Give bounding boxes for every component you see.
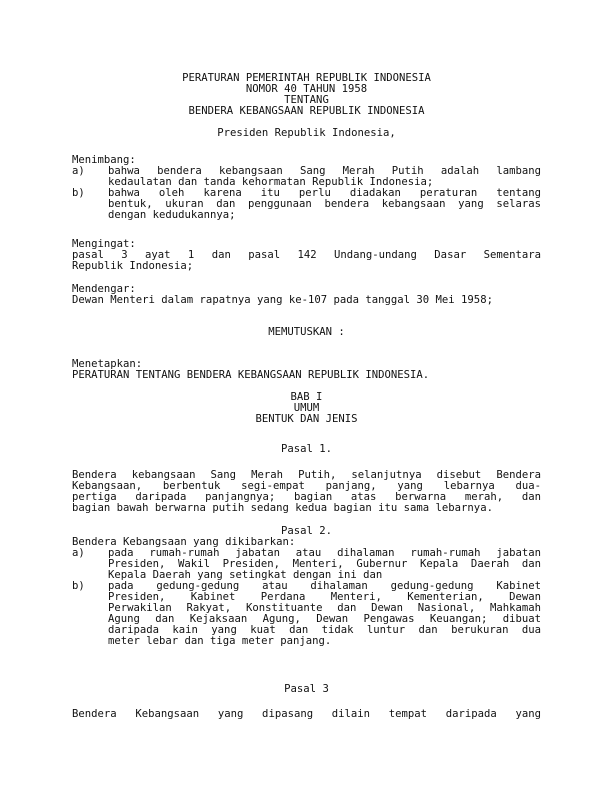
- mendengar-section: [72, 284, 541, 306]
- president-text: Presiden Republik Indonesia,: [217, 127, 396, 139]
- text-line: Kebangsaan, berbentuk segi-empat panjang, yang lebarnya dua-: [72, 480, 541, 492]
- text-line: Dewan Menteri dalam rapatnya yang ke-107 pada tanggal 30 Mei 1958;: [72, 294, 493, 306]
- pasal-3-body: [72, 709, 541, 720]
- pasal-3-title: [72, 684, 541, 695]
- mendengar-heading: Mendengar:: [72, 283, 136, 295]
- menimbang-heading: Menimbang:: [72, 154, 136, 166]
- text-line: pertiga daripada panjangnya; bagian atas berwarna merah, dan: [72, 491, 541, 503]
- text-line: Republik Indonesia;: [72, 260, 194, 272]
- text-line: Presiden, Kabinet Perdana Menteri, Kementerian, Dewan: [108, 591, 541, 603]
- text-line: bahwa bendera kebangsaan Sang Merah Putih adalah lambang: [108, 165, 541, 177]
- pasal-2-item-a: [72, 548, 541, 581]
- memutuskan-heading: [72, 327, 541, 338]
- president-line: [72, 128, 541, 139]
- chapter-title: UMUM: [293, 402, 320, 414]
- menetapkan-heading: Menetapkan:: [72, 358, 143, 370]
- text-line: bahwa oleh karena itu perlu diadakan peraturan tentang: [108, 187, 541, 199]
- chapter-number: BAB I: [290, 391, 323, 403]
- pasal-1-title: [72, 444, 541, 455]
- text-line: bentuk, ukuran dan penggunaan bendera kebangsaan yang selaras: [108, 198, 541, 210]
- pasal-title-text: Pasal 2.: [280, 525, 333, 537]
- menimbang-item-a: [72, 166, 541, 188]
- mengingat-heading: Mengingat:: [72, 238, 136, 250]
- document-title-block: [72, 73, 541, 117]
- pasal-1-body: [72, 470, 541, 514]
- menimbang-item-b: [72, 188, 541, 221]
- text-line: Kepala Daerah yang setingkat dengan ini dan: [108, 569, 383, 581]
- title-line-1: PERATURAN PEMERINTAH REPUBLIK INDONESIA: [182, 72, 431, 84]
- text-line: Perwakilan Rakyat, Konstituante dan Dewan Nasional, Mahkamah: [108, 602, 541, 614]
- text-line: pasal 3 ayat 1 dan pasal 142 Undang-undang Dasar Sementara: [72, 249, 541, 261]
- title-line-2: NOMOR 40 TAHUN 1958: [245, 83, 368, 95]
- pasal-2-body: [72, 537, 541, 647]
- item-label: a): [72, 165, 85, 177]
- text-line: Bendera kebangsaan Sang Merah Putih, selanjutnya disebut Bendera: [72, 469, 541, 481]
- pasal-title-text: Pasal 1.: [280, 443, 333, 455]
- text-line: Agung dan Kejaksaan Agung, Dewan Pengawas Keuangan; dibuat: [108, 613, 541, 625]
- pasal-2-intro: Bendera Kebangsaan yang dikibarkan:: [72, 536, 296, 548]
- text-line: bagian bawah berwarna putih sedang kedua bagian itu sama lebarnya.: [72, 502, 493, 514]
- menimbang-section: [72, 155, 541, 221]
- item-label: b): [72, 580, 85, 592]
- pasal-title-text: Pasal 3: [284, 683, 329, 695]
- text-line: dengan kedudukannya;: [108, 209, 236, 221]
- text-line: pada rumah-rumah jabatan atau dihalaman rumah-rumah jabatan: [108, 547, 541, 559]
- item-label: b): [72, 187, 85, 199]
- item-label: a): [72, 547, 85, 559]
- text-line: meter lebar dan tiga meter panjang.: [108, 635, 332, 647]
- mengingat-section: [72, 239, 541, 272]
- text-line: kedaulatan dan tanda kehormatan Republik Indonesia;: [108, 176, 434, 188]
- text-line: pada gedung-gedung atau dihalaman gedung-gedung Kabinet: [108, 580, 541, 592]
- memutuskan-text: MEMUTUSKAN :: [268, 326, 345, 338]
- chapter-heading: [72, 392, 541, 425]
- text-line: Presiden, Wakil Presiden, Menteri, Gubernur Kepala Daerah dan: [108, 558, 541, 570]
- text-line: daripada kain yang kuat dan tidak luntur dan berukuran dua: [108, 624, 541, 636]
- text-line: Bendera Kebangsaan yang dipasang dilain tempat daripada yang: [72, 708, 541, 720]
- text-line: PERATURAN TENTANG BENDERA KEBANGSAAN REPUBLIK INDONESIA.: [72, 369, 430, 381]
- title-line-4: BENDERA KEBANGSAAN REPUBLIK INDONESIA: [188, 105, 425, 117]
- chapter-subtitle: BENTUK DAN JENIS: [255, 413, 358, 425]
- menetapkan-section: [72, 359, 541, 381]
- title-line-3: TENTANG: [284, 94, 329, 106]
- pasal-2-item-b: [72, 581, 541, 647]
